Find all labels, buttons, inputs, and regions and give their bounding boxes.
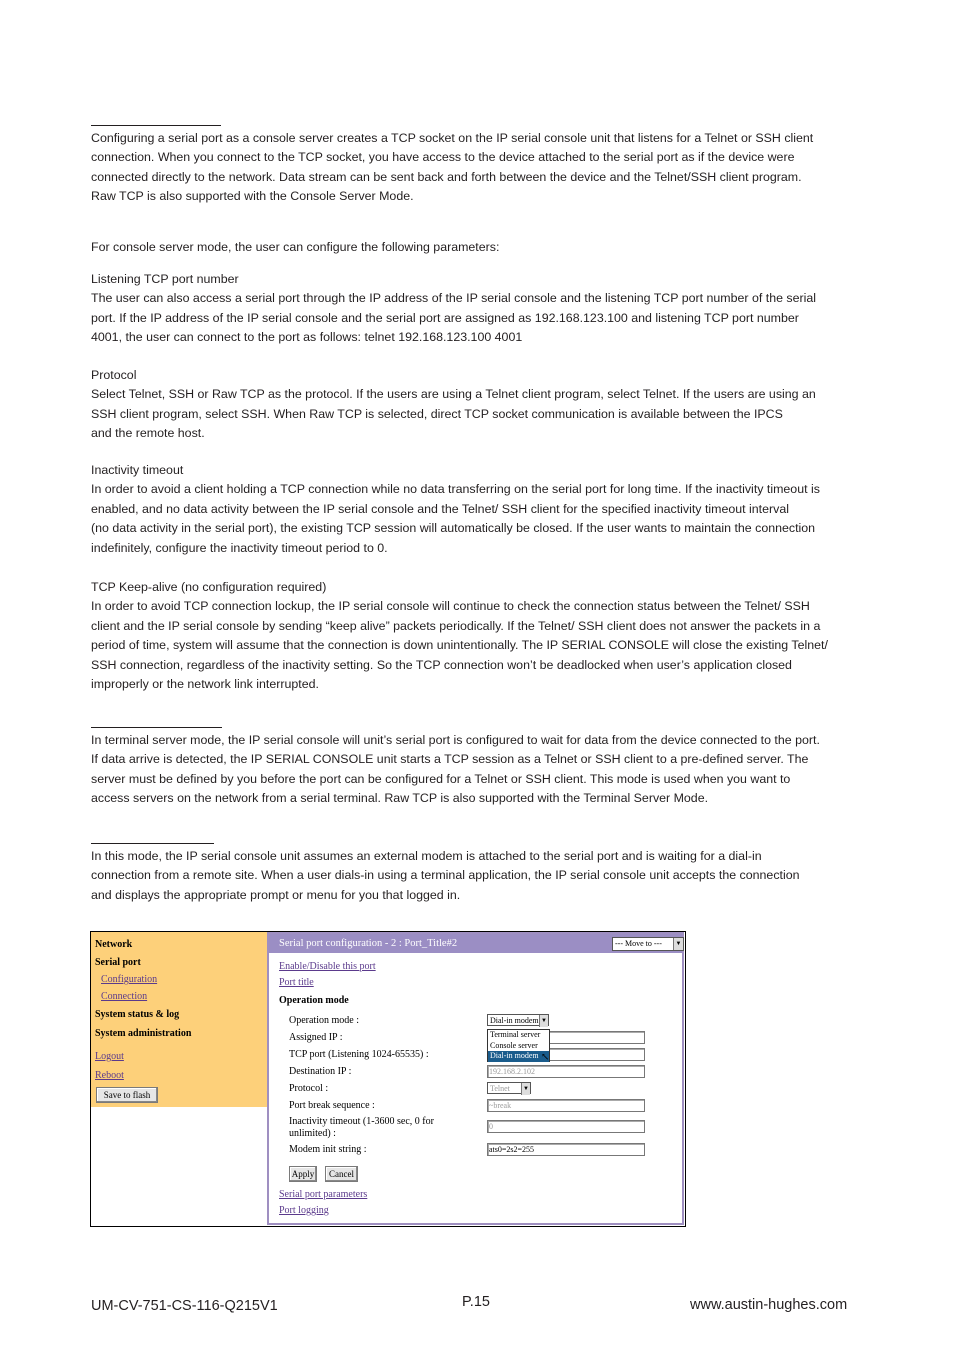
operation-mode-select[interactable]: Dial-in modem ▼ <box>487 1014 549 1026</box>
tcp-port-label: TCP port (Listening 1024-65535) : <box>289 1049 429 1060</box>
param-title: TCP Keep-alive (no configuration required) <box>91 580 327 594</box>
sidebar-item-system-admin[interactable]: System administration <box>95 1028 192 1039</box>
chevron-down-icon: ▼ <box>539 1015 548 1027</box>
dropdown-option[interactable]: Terminal server <box>490 1030 541 1039</box>
protocol-label: Protocol : <box>289 1083 329 1094</box>
sidebar-link-configuration[interactable]: Configuration <box>101 974 158 985</box>
save-to-flash-button[interactable]: Save to flash <box>96 1087 158 1103</box>
cancel-button[interactable]: Cancel <box>325 1166 358 1182</box>
inactivity-input[interactable]: 0 <box>487 1120 645 1133</box>
chevron-down-icon: ▼ <box>521 1083 530 1095</box>
modem-init-label: Modem init string : <box>289 1144 367 1155</box>
sidebar-link-connection[interactable]: Connection <box>101 991 148 1002</box>
port-logging-link[interactable]: Port logging <box>279 1205 329 1216</box>
logout-link[interactable]: Logout <box>95 1051 124 1062</box>
reboot-link[interactable]: Reboot <box>95 1070 124 1081</box>
param-title: Inactivity timeout <box>91 463 184 477</box>
terminal-server-rule <box>91 727 222 728</box>
dialin-modem-rule <box>91 843 214 844</box>
modem-init-input[interactable]: ats0=2s2=255 <box>487 1143 645 1156</box>
protocol-select[interactable]: Telnet ▼ <box>487 1082 531 1094</box>
port-title-link[interactable]: Port title <box>279 977 314 988</box>
panel-title: Serial port configuration - 2 : Port_Title#2 <box>279 938 458 949</box>
param-inactivity: Inactivity timeout In order to avoid a client holding a TCP connection while no data transferring on the serial port for long time. If the inactivity timeout is enabled, and no data activity between the IP serial console and the Telnet/ SSH client for the specified inactivity timeout interval (no data activity in the serial port), the existing TCP session will automatically be closed. If the user wants to maintain the connection indefinitely, configure the inactivity timeout period to 0. <box>91 461 851 558</box>
assigned-ip-label: Assigned IP : <box>289 1032 343 1043</box>
dropdown-option[interactable]: Console server <box>490 1040 538 1050</box>
panel-titlebar <box>269 934 682 953</box>
param-title: Protocol <box>91 368 137 382</box>
sidebar-item-system-status[interactable]: System status & log <box>95 1009 180 1020</box>
destination-ip-input[interactable]: 192.168.2.102 <box>487 1065 645 1078</box>
sidebar <box>91 932 267 1107</box>
chevron-down-icon: ▼ <box>673 938 683 950</box>
dropdown-option-selected[interactable]: Dial-in modem <box>488 1051 549 1062</box>
port-break-label: Port break sequence : <box>289 1100 375 1111</box>
sidebar-item-network[interactable]: Network <box>95 939 133 950</box>
port-break-input[interactable]: ~break <box>487 1099 645 1112</box>
footer-page-number: P.15 <box>462 1294 490 1310</box>
operation-mode-label: Operation mode : <box>289 1015 359 1026</box>
move-to-select[interactable]: --- Move to --- ▼ <box>612 937 684 951</box>
config-panel <box>269 932 684 1225</box>
web-ui-screenshot <box>90 931 686 1227</box>
param-keepalive: TCP Keep-alive (no configuration required) In order to avoid TCP connection lockup, the IP serial console will continue to check the connection status between the Telnet/ SSH client and the IP serial console by sending “keep alive” packets periodically. If the Telnet/ SSH client does not answer the packets in a period of time, system will assume that the connection is down unintentionally. The IP SERIAL CONSOLE will close the existing Telnet/ SSH connection, regardless of the inactivity setting. So the TCP connection won’t be deadlocked when user’s application closed improperly or the network link interrupted. <box>91 578 851 694</box>
inactivity-label-cont: unlimited) : <box>289 1128 336 1139</box>
footer-website: www.austin-hughes.com <box>690 1297 848 1313</box>
inactivity-label: Inactivity timeout (1-3600 sec, 0 for <box>289 1116 434 1127</box>
enable-disable-port-link[interactable]: Enable/Disable this port <box>279 961 376 972</box>
footer-doc-id: UM-CV-751-CS-116-Q215V1 <box>91 1298 278 1314</box>
param-title: Listening TCP port number <box>91 272 239 286</box>
console-server-intro: Configuring a serial port as a console server creates a TCP socket on the IP serial console unit that listens for a Telnet or SSH client connection. When you connect to the TCP socket, you have access to the device attached to the serial port as if the device were connected directly to the network. Data stream can be sent back and forth between the device and the Telnet/SSH client program. Raw TCP is also supported with the Console Server Mode. <box>91 131 814 204</box>
operation-mode-heading: Operation mode <box>279 995 349 1006</box>
terminal-server-text: In terminal server mode, the IP serial console will unit’s serial port is configured to wait for data from the device connected to the port. If data arrive is detected, the IP SERIAL CONSOLE unit starts a TCP session as a Telnet or SSH client to a pre-defined server. The server must be defined by you before the port can be configured for a Telnet or SSH client. This mode is used when you want to access servers on the network from a serial terminal. Raw TCP is also supported with the Terminal Server Mode. <box>91 733 820 806</box>
destination-ip-label: Destination IP : <box>289 1066 352 1077</box>
dialin-modem-text: In this mode, the IP serial console unit assumes an external modem is attached to the serial port and is waiting for a dial-in connection from a remote site. When a user dials-in using a terminal application, the IP serial console unit accepts the connection and displays the appropriate prompt or menu for you that logged in. <box>91 849 800 902</box>
mouse-cursor-icon: ↖ <box>541 1052 550 1063</box>
sidebar-item-serial-port[interactable]: Serial port <box>95 957 141 968</box>
console-server-rule <box>91 125 221 126</box>
serial-port-parameters-link[interactable]: Serial port parameters <box>279 1189 368 1200</box>
params-intro: For console server mode, the user can configure the following parameters: <box>91 240 500 254</box>
param-listening-port: Listening TCP port number The user can also access a serial port through the IP address of the IP serial console and the listening TCP port number of the serial port. If the IP address of the IP serial console and the serial port are assigned as 192.168.123.100 and listening TCP port number 4001, the user can connect to the port as follows: telnet 192.168.123.100 4001 <box>91 270 851 348</box>
param-protocol: Protocol Select Telnet, SSH or Raw TCP as the protocol. If the users are using a Telnet client program, select Telnet. If the users are using an SSH client program, select SSH. When Raw TCP is selected, direct TCP socket communication is available between the IPCS and the remote host. <box>91 366 851 444</box>
apply-button[interactable]: Apply <box>289 1166 317 1182</box>
